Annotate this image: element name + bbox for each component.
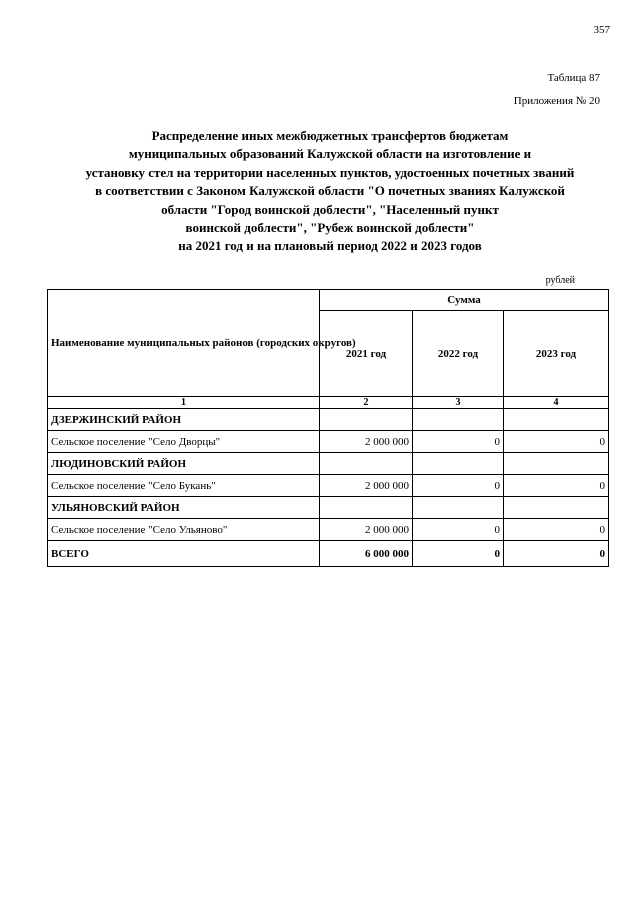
column-number: 3: [413, 397, 504, 409]
table-row: [48, 409, 609, 431]
table-row: [48, 475, 609, 497]
amount-2022: 0: [413, 519, 504, 541]
region-name: ЛЮДИНОВСКИЙ РАЙОН: [48, 453, 320, 475]
amount-2023: 0: [504, 519, 609, 541]
total-label: ВСЕГО: [48, 541, 320, 567]
page-number: 357: [593, 24, 610, 36]
column-number-row: [48, 397, 609, 409]
settlement-name: Сельское поселение "Село Букань": [48, 475, 320, 497]
table-row: [48, 453, 609, 475]
title-line: в соответствии с Законом Калужской области "О почетных званиях Калужской: [95, 183, 565, 199]
column-number: 2: [320, 397, 413, 409]
table-number: Таблица 87: [547, 72, 600, 84]
region-name: УЛЬЯНОВСКИЙ РАЙОН: [48, 497, 320, 519]
header-name: Наименование муниципальных районов (городских округов): [48, 290, 320, 397]
units-label: рублей: [545, 275, 575, 286]
appendix-number: Приложения № 20: [513, 95, 600, 107]
table-row: [48, 431, 609, 453]
title-line: установку стел на территории населенных пунктов, удостоенных почетных званий: [85, 164, 575, 180]
total-2021: 6 000 000: [320, 541, 413, 567]
total-2022: 0: [413, 541, 504, 567]
total-row: [48, 541, 609, 567]
amount-2022: 0: [413, 431, 504, 453]
title-line: воинской доблести", "Рубеж воинской доблести": [185, 220, 475, 236]
transfers-table: [47, 289, 609, 567]
amount-2023: 0: [504, 431, 609, 453]
table-row: [48, 497, 609, 519]
column-number: 4: [504, 397, 609, 409]
document-title: [40, 127, 620, 256]
settlement-name: Сельское поселение "Село Ульяново": [48, 519, 320, 541]
settlement-name: Сельское поселение "Село Дворцы": [48, 431, 320, 453]
amount-2021: 2 000 000: [320, 519, 413, 541]
title-line: области "Город воинской доблести", "Населенный пункт: [161, 201, 499, 217]
region-name: ДЗЕРЖИНСКИЙ РАЙОН: [48, 409, 320, 431]
title-line: Распределение иных межбюджетных трансфертов бюджетам: [151, 128, 509, 143]
amount-2023: 0: [504, 475, 609, 497]
header-year-2023: 2023 год: [504, 311, 609, 397]
column-number: 1: [48, 397, 320, 409]
header-sum: Сумма: [320, 290, 609, 311]
amount-2021: 2 000 000: [320, 475, 413, 497]
amount-2022: 0: [413, 475, 504, 497]
header-year-2022: 2022 год: [413, 311, 504, 397]
title-line: муниципальных образований Калужской области на изготовление и: [128, 146, 532, 162]
header-year-2021: 2021 год: [320, 311, 413, 397]
title-line: на 2021 год и на плановый период 2022 и 2023 годов: [178, 238, 482, 254]
total-2023: 0: [504, 541, 609, 567]
table-row: [48, 519, 609, 541]
amount-2021: 2 000 000: [320, 431, 413, 453]
